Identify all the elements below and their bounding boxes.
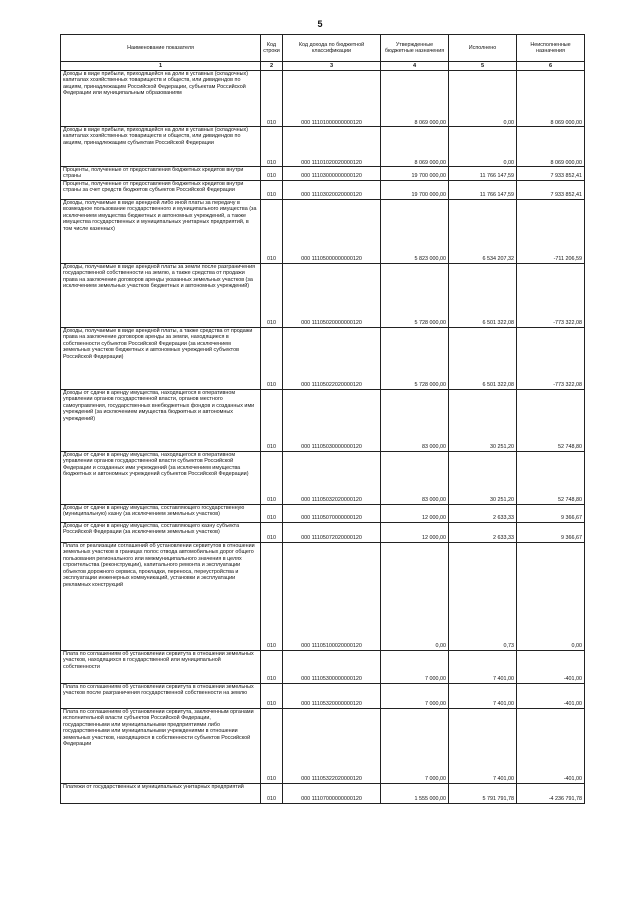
header-approved: Утвержденные бюджетные назначения <box>381 35 449 62</box>
income-code-cell: 000 11105032020000120 <box>283 451 381 504</box>
unexecuted-amount-cell: -401,00 <box>517 708 585 783</box>
row-code-cell: 010 <box>261 504 283 522</box>
unexecuted-amount-cell: 7 933 852,41 <box>517 167 585 181</box>
approved-amount-cell: 5 728 000,00 <box>381 263 449 327</box>
header-indicator-name: Наименование показателя <box>61 35 261 62</box>
row-code-cell: 010 <box>261 542 283 650</box>
table-row <box>61 199 585 263</box>
indicator-name-cell: Доходы от сдачи в аренду имущества, находящегося в оперативном управлении органов государственной власти субъектов Российской Федерации и созданных ими учреждений (за исключением имущества бюджетных и автономных учреждений субъектов Российской Федерации) <box>61 451 261 504</box>
approved-amount-cell: 7 000,00 <box>381 683 449 708</box>
executed-amount-cell: 2 633,33 <box>449 522 517 542</box>
approved-amount-cell: 83 000,00 <box>381 451 449 504</box>
table-row <box>61 71 585 127</box>
header-executed: Исполнено <box>449 35 517 62</box>
executed-amount-cell: 7 401,00 <box>449 683 517 708</box>
approved-amount-cell: 8 069 000,00 <box>381 127 449 167</box>
approved-amount-cell: 1 555 000,00 <box>381 783 449 803</box>
column-number-row <box>61 62 585 71</box>
executed-amount-cell: 0,73 <box>449 542 517 650</box>
column-number: 4 <box>381 62 449 71</box>
executed-amount-cell: 2 633,33 <box>449 504 517 522</box>
income-code-cell: 000 11105100020000120 <box>283 542 381 650</box>
indicator-name-cell: Доходы от сдачи в аренду имущества, находящегося в оперативном управлении органов государственной власти, органов местного самоуправления, государственных внебюджетных фондов и созданных ими учреждений (за исключением имущества бюджетных и автономных учреждений) <box>61 389 261 451</box>
table-row <box>61 327 585 389</box>
budget-execution-table <box>60 34 585 804</box>
row-code-cell: 010 <box>261 127 283 167</box>
table-body <box>61 71 585 804</box>
table-header-row <box>61 35 585 62</box>
executed-amount-cell: 0,00 <box>449 127 517 167</box>
executed-amount-cell: 0,00 <box>449 71 517 127</box>
row-code-cell: 010 <box>261 327 283 389</box>
executed-amount-cell: 7 401,00 <box>449 708 517 783</box>
unexecuted-amount-cell: -773 322,08 <box>517 263 585 327</box>
row-code-cell: 010 <box>261 263 283 327</box>
executed-amount-cell: 30 251,20 <box>449 451 517 504</box>
table-row <box>61 180 585 199</box>
unexecuted-amount-cell: -401,00 <box>517 683 585 708</box>
row-code-cell: 010 <box>261 180 283 199</box>
income-code-cell: 000 11103000000000120 <box>283 167 381 181</box>
row-code-cell: 010 <box>261 389 283 451</box>
unexecuted-amount-cell: 8 069 000,00 <box>517 127 585 167</box>
indicator-name-cell: Проценты, полученные от предоставления бюджетных кредитов внутри страны <box>61 167 261 181</box>
column-number: 3 <box>283 62 381 71</box>
indicator-name-cell: Проценты, полученные от предоставления бюджетных кредитов внутри страны за счет средств бюджетов субъектов Российской Федерации <box>61 180 261 199</box>
unexecuted-amount-cell: -773 322,08 <box>517 327 585 389</box>
row-code-cell: 010 <box>261 522 283 542</box>
income-code-cell: 000 11105300000000120 <box>283 650 381 683</box>
table-row <box>61 650 585 683</box>
income-code-cell: 000 11105022020000120 <box>283 327 381 389</box>
column-number: 5 <box>449 62 517 71</box>
unexecuted-amount-cell: 8 069 000,00 <box>517 71 585 127</box>
indicator-name-cell: Доходы в виде прибыли, приходящейся на доли в уставных (складочных) капиталах хозяйственных товариществ и обществ, или дивидендов по акциям, принадлежащим субъектам Российской Федерации <box>61 127 261 167</box>
table-row <box>61 783 585 803</box>
row-code-cell: 010 <box>261 167 283 181</box>
unexecuted-amount-cell: -401,00 <box>517 650 585 683</box>
indicator-name-cell: Доходы, получаемые в виде арендной платы, а также средства от продажи права на заключение договоров аренды за земли, находящиеся в собственности субъектов Российской Федерации (за исключением земельных участков бюджетных и автономных учреждений субъектов Российской Федерации) <box>61 327 261 389</box>
income-code-cell: 000 11107000000000120 <box>283 783 381 803</box>
row-code-cell: 010 <box>261 683 283 708</box>
table-row <box>61 167 585 181</box>
unexecuted-amount-cell: 0,00 <box>517 542 585 650</box>
indicator-name-cell: Платежи от государственных и муниципальных унитарных предприятий <box>61 783 261 803</box>
unexecuted-amount-cell: 7 933 852,41 <box>517 180 585 199</box>
indicator-name-cell: Доходы в виде прибыли, приходящейся на доли в уставных (складочных) капиталах хозяйственных товариществ и обществ, или дивидендов по акциям, принадлежащим Российской Федерации, субъектам Российской Федерации или муниципальным образованиям <box>61 71 261 127</box>
income-code-cell: 000 11105072020000120 <box>283 522 381 542</box>
row-code-cell: 010 <box>261 71 283 127</box>
approved-amount-cell: 5 823 000,00 <box>381 199 449 263</box>
row-code-cell: 010 <box>261 783 283 803</box>
header-row-code: Код строки <box>261 35 283 62</box>
indicator-name-cell: Доходы от сдачи в аренду имущества, составляющего государственную (муниципальную) казну (за исключением земельных участков) <box>61 504 261 522</box>
header-income-code: Код дохода по бюджетной классификации <box>283 35 381 62</box>
column-number: 6 <box>517 62 585 71</box>
approved-amount-cell: 19 700 000,00 <box>381 167 449 181</box>
row-code-cell: 010 <box>261 199 283 263</box>
approved-amount-cell: 83 000,00 <box>381 389 449 451</box>
income-code-cell: 000 11101000000000120 <box>283 71 381 127</box>
indicator-name-cell: Доходы от сдачи в аренду имущества, составляющего казну субъекта Российской Федерации (за исключением земельных участков) <box>61 522 261 542</box>
unexecuted-amount-cell: 52 748,80 <box>517 451 585 504</box>
executed-amount-cell: 6 501 322,08 <box>449 327 517 389</box>
income-code-cell: 000 11101020020000120 <box>283 127 381 167</box>
income-code-cell: 000 11105020000000120 <box>283 263 381 327</box>
indicator-name-cell: Доходы, получаемые в виде арендной либо иной платы за передачу в возмездное пользование государственного и муниципального имущества (за исключением имущества бюджетных и автономных учреждений, а также имущества государственных и муниципальных унитарных предприятий, в том числе казенных) <box>61 199 261 263</box>
indicator-name-cell: Плата по соглашениям об установлении сервитута в отношении земельных участков, находящихся в государственной или муниципальной собственности <box>61 650 261 683</box>
approved-amount-cell: 19 700 000,00 <box>381 180 449 199</box>
income-code-cell: 000 11105000000000120 <box>283 199 381 263</box>
income-code-cell: 000 11105320000000120 <box>283 683 381 708</box>
unexecuted-amount-cell: -711 206,59 <box>517 199 585 263</box>
approved-amount-cell: 7 000,00 <box>381 708 449 783</box>
unexecuted-amount-cell: 9 366,67 <box>517 504 585 522</box>
executed-amount-cell: 6 534 207,32 <box>449 199 517 263</box>
income-code-cell: 000 11103020020000120 <box>283 180 381 199</box>
income-code-cell: 000 11105030000000120 <box>283 389 381 451</box>
approved-amount-cell: 12 000,00 <box>381 504 449 522</box>
approved-amount-cell: 8 069 000,00 <box>381 71 449 127</box>
table-row <box>61 683 585 708</box>
unexecuted-amount-cell: 52 748,80 <box>517 389 585 451</box>
approved-amount-cell: 7 000,00 <box>381 650 449 683</box>
executed-amount-cell: 7 401,00 <box>449 650 517 683</box>
table-row <box>61 263 585 327</box>
unexecuted-amount-cell: 9 366,67 <box>517 522 585 542</box>
executed-amount-cell: 6 501 322,08 <box>449 263 517 327</box>
income-code-cell: 000 11105070000000120 <box>283 504 381 522</box>
table-row <box>61 504 585 522</box>
table-row <box>61 708 585 783</box>
table-row <box>61 542 585 650</box>
row-code-cell: 010 <box>261 451 283 504</box>
executed-amount-cell: 11 766 147,59 <box>449 167 517 181</box>
header-unexecuted: Неисполненные назначения <box>517 35 585 62</box>
column-number: 1 <box>61 62 261 71</box>
table-row <box>61 389 585 451</box>
column-number: 2 <box>261 62 283 71</box>
table-row <box>61 522 585 542</box>
unexecuted-amount-cell: -4 236 791,78 <box>517 783 585 803</box>
row-code-cell: 010 <box>261 650 283 683</box>
approved-amount-cell: 0,00 <box>381 542 449 650</box>
executed-amount-cell: 5 791 791,78 <box>449 783 517 803</box>
indicator-name-cell: Плата по соглашениям об установлении сервитута, заключенным органами исполнительной власти субъектов Российской Федерации, государственными или муниципальными предприятиями либо государственными или муниципальными учреждениями в отношении земельных участков, находящихся в собственности субъектов Российской Федерации <box>61 708 261 783</box>
table-row <box>61 451 585 504</box>
executed-amount-cell: 11 766 147,59 <box>449 180 517 199</box>
approved-amount-cell: 12 000,00 <box>381 522 449 542</box>
income-code-cell: 000 11105322020000120 <box>283 708 381 783</box>
page-number: 5 <box>317 19 323 29</box>
table-row <box>61 127 585 167</box>
row-code-cell: 010 <box>261 708 283 783</box>
indicator-name-cell: Доходы, получаемые в виде арендной платы за земли после разграничения государственной собственности на землю, а также средства от продажи права на заключение договоров аренды указанных земельных участков (за исключением земельных участков бюджетных и автономных учреждений) <box>61 263 261 327</box>
executed-amount-cell: 30 251,20 <box>449 389 517 451</box>
indicator-name-cell: Плата по соглашениям об установлении сервитута в отношении земельных участков после разграничения государственной собственности на землю <box>61 683 261 708</box>
approved-amount-cell: 5 728 000,00 <box>381 327 449 389</box>
indicator-name-cell: Плата от реализации соглашений об установлении сервитутов в отношении земельных участков в границах полос отвода автомобильных дорог общего пользования регионального или межмуниципального значения в целях строительства (реконструкции), капитального ремонта и эксплуатации объектов дорожного сервиса, прокладки, переноса, переустройства и эксплуатации инженерных коммуникаций, установки и эксплуатации рекламных конструкций <box>61 542 261 650</box>
